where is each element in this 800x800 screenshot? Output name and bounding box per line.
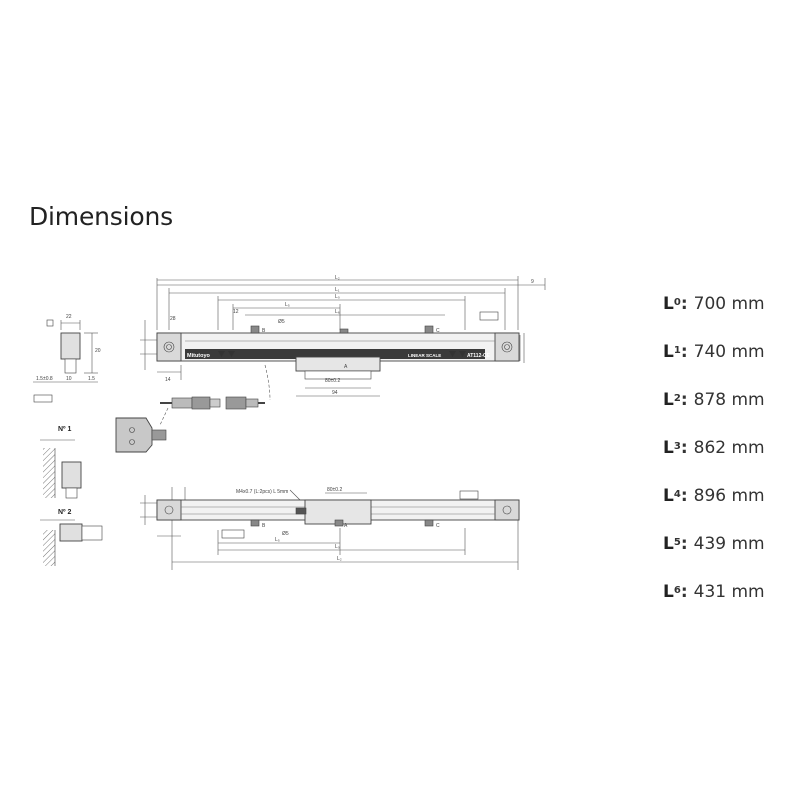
page-title: Dimensions xyxy=(29,202,173,231)
ref-b-top: B xyxy=(262,328,266,334)
spec-row: L $^2$ : 878 mm xyxy=(663,390,765,410)
spec-index: 2 xyxy=(673,392,681,404)
spec-label: L xyxy=(663,582,674,602)
spec-label: L xyxy=(663,342,674,362)
dim-80-top: 80±0.2 xyxy=(325,378,341,384)
spec-index: 4 xyxy=(673,488,681,500)
dim-l6-label: L₆ xyxy=(335,309,340,315)
spec-value: 439 mm xyxy=(693,534,765,554)
dim-l5-bottom: L₅ xyxy=(275,537,280,543)
spec-label: L xyxy=(663,294,674,314)
spec-label: L xyxy=(663,390,674,410)
ref-c-bottom: C xyxy=(436,523,440,529)
spec-index: 6 xyxy=(673,584,681,596)
brand-label: Mitutoyo xyxy=(187,353,210,359)
spec-value: 862 mm xyxy=(693,438,765,458)
spec-label: L xyxy=(663,534,674,554)
ref-b-bottom: B xyxy=(262,523,266,529)
dim-l5-label: L₅ xyxy=(285,302,290,308)
dim-l0-label: L₀ xyxy=(335,294,340,300)
spec-label: L xyxy=(663,438,674,458)
dim-d5-bottom: Ø5 xyxy=(282,531,289,537)
dimension-specs xyxy=(663,280,793,616)
spec-index: 3 xyxy=(673,440,681,452)
dim-14: 14 xyxy=(165,377,171,383)
dim-l0-bottom: L₀ xyxy=(335,544,340,550)
mount-no1-label: Nº 1 xyxy=(58,426,72,433)
dim-l2-bottom: L₂ xyxy=(337,556,342,562)
dim-10: 10 xyxy=(66,376,72,382)
ref-a-bottom: A xyxy=(344,523,348,529)
ref-c-top: C xyxy=(436,328,440,334)
dim-28: 28 xyxy=(170,316,176,322)
ref-a-top: A xyxy=(344,364,348,370)
spec-index: 1 xyxy=(673,344,681,356)
dim-1-5-tol: 1.5±0.8 xyxy=(36,376,53,382)
reader-head xyxy=(296,357,380,371)
dim-20: 20 xyxy=(95,348,101,354)
spec-row: L $^4$ : 896 mm xyxy=(663,486,765,506)
dim-22: 22 xyxy=(66,314,72,320)
scale-label: LINEAR SCALE xyxy=(408,353,442,358)
spec-value: 740 mm xyxy=(693,342,765,362)
dim-l1-label: L₁ xyxy=(335,287,340,293)
dim-9: 9 xyxy=(531,279,534,285)
dim-d5-top: Ø5 xyxy=(278,319,285,325)
thread-label: M4x0.7 (L:2pcs) L 5mm xyxy=(236,489,289,495)
dim-80-bottom: 80±0.2 xyxy=(327,487,343,493)
spec-value: 896 mm xyxy=(693,486,765,506)
side-profile xyxy=(61,333,80,359)
spec-row: L $^5$ : 439 mm xyxy=(663,534,765,554)
spec-value: 878 mm xyxy=(693,390,765,410)
dim-12: 12 xyxy=(233,309,239,315)
spec-row: L $^1$ : 740 mm xyxy=(663,342,765,362)
spec-value: 431 mm xyxy=(693,582,765,602)
dim-94: 94 xyxy=(332,390,338,396)
spec-label: L xyxy=(663,486,674,506)
spec-row: L $^0$ : 700 mm xyxy=(663,294,765,314)
spec-value: 700 mm xyxy=(693,294,765,314)
model-label: AT112-CE xyxy=(467,353,490,359)
mount-no2-label: Nº 2 xyxy=(58,509,72,516)
spec-row: L $^6$ : 431 mm xyxy=(663,582,765,602)
spec-index: 5 xyxy=(673,536,681,548)
dim-1-5: 1.5 xyxy=(88,376,95,382)
dim-l2-label: L₂ xyxy=(335,275,340,281)
spec-row: L $^3$ : 862 mm xyxy=(663,438,765,458)
spec-index: 0 xyxy=(673,296,681,308)
